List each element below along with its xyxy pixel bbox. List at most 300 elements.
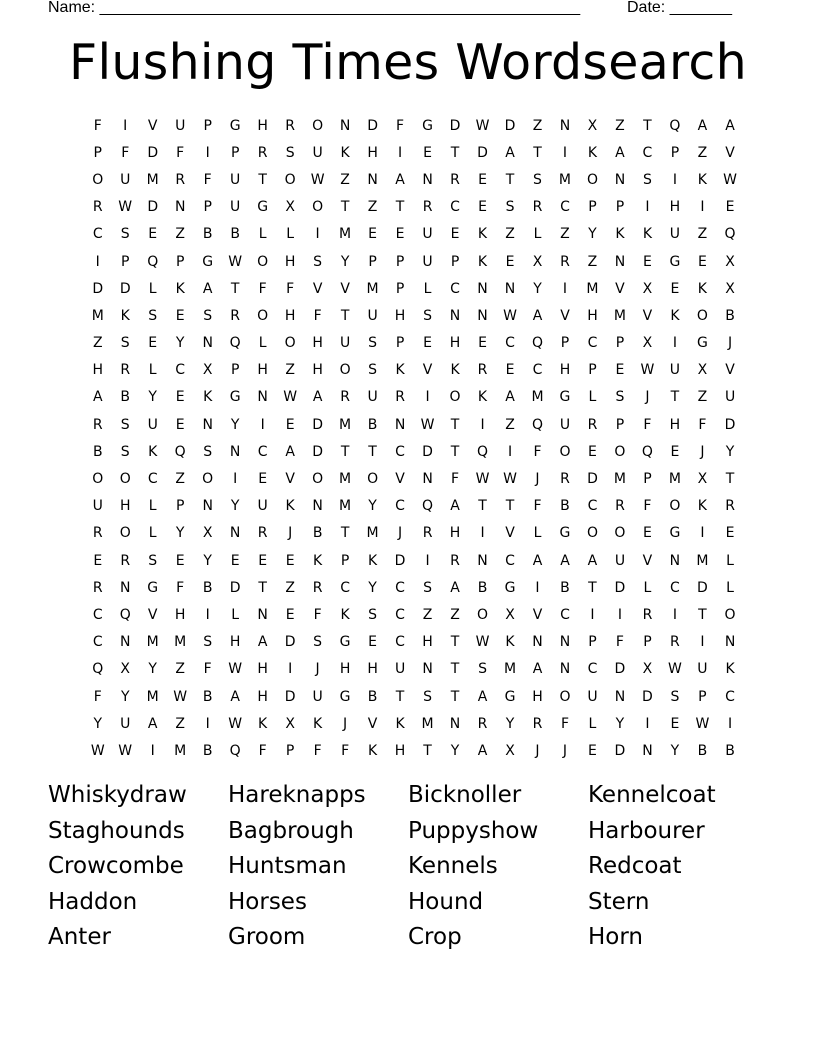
grid-letter[interactable]: F <box>698 416 707 433</box>
grid-letter[interactable]: U <box>669 362 681 379</box>
grid-letter[interactable]: L <box>726 579 734 596</box>
grid-letter[interactable]: O <box>257 307 269 324</box>
grid-letter[interactable]: U <box>394 661 406 678</box>
grid-letter[interactable]: H <box>394 742 406 759</box>
grid-letter[interactable]: H <box>449 525 461 542</box>
grid-letter[interactable]: L <box>423 280 432 297</box>
grid-letter[interactable]: S <box>423 307 432 324</box>
grid-letter[interactable]: N <box>504 280 516 297</box>
grid-letter[interactable]: T <box>340 443 350 460</box>
grid-letter[interactable]: Q <box>92 661 104 678</box>
grid-letter[interactable]: B <box>560 498 570 515</box>
grid-letter[interactable]: R <box>92 416 103 433</box>
grid-letter[interactable]: C <box>395 498 405 515</box>
grid-letter[interactable]: X <box>697 471 708 488</box>
grid-letter[interactable]: N <box>229 525 241 542</box>
grid-letter[interactable]: O <box>312 199 324 216</box>
grid-letter[interactable]: U <box>312 688 323 705</box>
grid-letter[interactable]: P <box>230 144 240 161</box>
grid-letter[interactable]: C <box>92 226 103 243</box>
grid-letter[interactable]: F <box>643 498 652 515</box>
grid-letter[interactable]: O <box>586 171 598 188</box>
grid-letter[interactable]: S <box>368 606 378 623</box>
grid-letter[interactable]: W <box>503 471 517 488</box>
grid-letter[interactable]: J <box>288 525 293 542</box>
grid-letter[interactable]: P <box>230 362 240 379</box>
grid-letter[interactable]: G <box>669 525 681 542</box>
grid-letter[interactable]: G <box>257 199 269 216</box>
grid-letter[interactable]: D <box>312 416 323 433</box>
grid-letter[interactable]: N <box>119 634 131 651</box>
grid-letter[interactable]: I <box>288 661 293 678</box>
grid-letter[interactable]: B <box>202 688 213 705</box>
grid-letter[interactable]: J <box>398 525 403 542</box>
grid-letter[interactable]: R <box>395 389 405 406</box>
grid-letter[interactable]: R <box>587 416 598 433</box>
grid-letter[interactable]: B <box>202 226 213 243</box>
grid-letter[interactable]: X <box>642 661 653 678</box>
grid-letter[interactable]: D <box>367 117 378 134</box>
grid-letter[interactable]: N <box>202 498 213 515</box>
grid-letter[interactable]: V <box>285 471 295 488</box>
grid-letter[interactable]: R <box>230 307 241 324</box>
grid-letter[interactable]: K <box>258 715 268 732</box>
grid-letter[interactable]: R <box>312 579 323 596</box>
grid-letter[interactable]: N <box>422 661 433 678</box>
grid-letter[interactable]: K <box>367 742 378 759</box>
grid-letter[interactable]: S <box>642 171 652 188</box>
grid-letter[interactable]: K <box>203 389 213 406</box>
grid-letter[interactable]: H <box>339 661 351 678</box>
grid-letter[interactable]: Y <box>175 525 185 542</box>
grid-letter[interactable]: R <box>560 471 570 488</box>
grid-letter[interactable]: R <box>615 498 625 515</box>
grid-letter[interactable]: Z <box>587 253 598 270</box>
grid-letter[interactable]: Q <box>641 443 653 460</box>
grid-letter[interactable]: L <box>258 335 267 352</box>
grid-letter[interactable]: V <box>560 307 570 324</box>
grid-letter[interactable]: Q <box>422 498 434 515</box>
grid-letter[interactable]: I <box>123 117 128 134</box>
grid-letter[interactable]: W <box>173 688 188 705</box>
grid-letter[interactable]: F <box>93 117 102 134</box>
grid-letter[interactable]: L <box>533 525 542 542</box>
grid-letter[interactable]: E <box>368 226 378 243</box>
grid-letter[interactable]: K <box>395 362 405 379</box>
grid-letter[interactable]: R <box>670 634 680 651</box>
grid-letter[interactable]: E <box>505 253 515 270</box>
grid-letter[interactable]: I <box>480 525 485 542</box>
grid-letter[interactable]: N <box>229 443 241 460</box>
grid-letter[interactable]: L <box>148 280 157 297</box>
grid-letter[interactable]: D <box>147 144 159 161</box>
grid-letter[interactable]: H <box>284 307 296 324</box>
grid-letter[interactable]: V <box>422 362 433 379</box>
grid-letter[interactable]: N <box>202 335 213 352</box>
grid-letter[interactable]: H <box>92 362 103 379</box>
grid-letter[interactable]: Y <box>670 742 680 759</box>
grid-letter[interactable]: N <box>559 117 571 134</box>
grid-letter[interactable]: H <box>284 253 296 270</box>
grid-letter[interactable]: M <box>531 389 544 406</box>
grid-letter[interactable]: R <box>422 525 433 542</box>
grid-letter[interactable]: D <box>284 634 296 651</box>
grid-letter[interactable]: Q <box>477 443 489 460</box>
grid-letter[interactable]: Q <box>229 335 241 352</box>
grid-letter[interactable]: I <box>315 226 320 243</box>
grid-letter[interactable]: F <box>286 280 295 297</box>
grid-letter[interactable]: N <box>449 715 461 732</box>
name-field-label[interactable]: Name: ______________________________________________________ <box>48 0 581 16</box>
grid-letter[interactable]: V <box>615 280 625 297</box>
grid-letter[interactable]: C <box>587 335 598 352</box>
grid-letter[interactable]: H <box>367 661 378 678</box>
grid-letter[interactable]: I <box>672 606 677 623</box>
date-field-label[interactable]: Date: _______ <box>627 0 732 16</box>
grid-letter[interactable]: Q <box>724 226 736 243</box>
grid-letter[interactable]: S <box>313 253 323 270</box>
grid-letter[interactable]: Q <box>669 117 681 134</box>
grid-letter[interactable]: E <box>258 471 268 488</box>
grid-letter[interactable]: U <box>367 307 378 324</box>
grid-letter[interactable]: R <box>175 171 186 188</box>
grid-letter[interactable]: S <box>533 171 542 188</box>
grid-letter[interactable]: W <box>228 661 243 678</box>
grid-letter[interactable]: O <box>559 688 571 705</box>
grid-letter[interactable]: W <box>695 715 710 732</box>
grid-letter[interactable]: A <box>477 688 488 705</box>
grid-letter[interactable]: U <box>175 117 186 134</box>
grid-letter[interactable]: E <box>643 253 652 270</box>
grid-letter[interactable]: K <box>670 307 680 324</box>
grid-letter[interactable]: O <box>339 362 351 379</box>
grid-letter[interactable]: P <box>121 253 130 270</box>
grid-letter[interactable]: O <box>669 498 681 515</box>
grid-letter[interactable]: R <box>477 715 488 732</box>
grid-letter[interactable]: P <box>615 199 625 216</box>
grid-letter[interactable]: K <box>148 443 158 460</box>
grid-letter[interactable]: T <box>450 634 460 651</box>
grid-letter[interactable]: R <box>92 579 103 596</box>
grid-letter[interactable]: E <box>697 253 707 270</box>
grid-letter[interactable]: K <box>313 715 323 732</box>
grid-letter[interactable]: G <box>669 253 681 270</box>
grid-letter[interactable]: P <box>643 634 652 651</box>
grid-letter[interactable]: U <box>230 199 241 216</box>
grid-letter[interactable]: E <box>175 307 185 324</box>
grid-letter[interactable]: M <box>339 498 352 515</box>
grid-letter[interactable]: O <box>586 525 598 542</box>
grid-letter[interactable]: N <box>477 552 488 569</box>
grid-letter[interactable]: W <box>475 634 490 651</box>
grid-letter[interactable]: P <box>450 253 460 270</box>
grid-letter[interactable]: V <box>147 606 158 623</box>
grid-letter[interactable]: A <box>532 661 543 678</box>
grid-letter[interactable]: Y <box>93 715 103 732</box>
grid-letter[interactable]: Y <box>230 416 240 433</box>
grid-letter[interactable]: K <box>477 389 488 406</box>
grid-letter[interactable]: C <box>340 579 350 596</box>
grid-letter[interactable]: Y <box>175 335 185 352</box>
grid-letter[interactable]: H <box>119 498 131 515</box>
grid-letter[interactable]: P <box>588 199 597 216</box>
grid-letter[interactable]: E <box>175 416 185 433</box>
grid-letter[interactable]: W <box>420 416 435 433</box>
grid-letter[interactable]: S <box>203 443 213 460</box>
grid-letter[interactable]: Z <box>697 144 708 161</box>
grid-letter[interactable]: K <box>615 226 625 243</box>
grid-letter[interactable]: M <box>146 171 159 188</box>
grid-letter[interactable]: Z <box>532 117 543 134</box>
grid-letter[interactable]: X <box>725 280 735 297</box>
grid-letter[interactable]: W <box>310 171 325 188</box>
grid-letter[interactable]: U <box>669 226 681 243</box>
grid-letter[interactable]: P <box>643 471 652 488</box>
grid-letter[interactable]: V <box>642 307 653 324</box>
grid-letter[interactable]: B <box>725 307 735 324</box>
grid-letter[interactable]: B <box>230 226 240 243</box>
grid-letter[interactable]: X <box>285 715 295 732</box>
grid-letter[interactable]: Z <box>450 606 460 623</box>
grid-letter[interactable]: Y <box>615 715 625 732</box>
grid-letter[interactable]: T <box>670 389 680 406</box>
grid-letter[interactable]: D <box>92 280 104 297</box>
grid-letter[interactable]: D <box>284 688 296 705</box>
grid-letter[interactable]: K <box>175 280 185 297</box>
grid-letter[interactable]: N <box>449 307 461 324</box>
grid-letter[interactable]: F <box>258 280 267 297</box>
grid-letter[interactable]: N <box>614 688 626 705</box>
grid-letter[interactable]: U <box>120 171 131 188</box>
grid-letter[interactable]: S <box>368 362 378 379</box>
grid-letter[interactable]: F <box>451 471 460 488</box>
grid-letter[interactable]: M <box>696 552 709 569</box>
grid-letter[interactable]: I <box>672 335 677 352</box>
grid-letter[interactable]: H <box>532 688 543 705</box>
grid-letter[interactable]: Z <box>175 715 185 732</box>
grid-letter[interactable]: I <box>590 606 595 623</box>
grid-letter[interactable]: R <box>340 389 350 406</box>
grid-letter[interactable]: P <box>395 280 405 297</box>
grid-letter[interactable]: P <box>203 117 212 134</box>
grid-letter[interactable]: R <box>120 362 131 379</box>
grid-letter[interactable]: L <box>148 362 157 379</box>
grid-letter[interactable]: H <box>422 634 433 651</box>
grid-letter[interactable]: F <box>203 171 212 188</box>
grid-letter[interactable]: M <box>613 471 626 488</box>
grid-letter[interactable]: B <box>477 579 488 596</box>
grid-letter[interactable]: T <box>533 144 542 161</box>
grid-letter[interactable]: R <box>450 552 460 569</box>
grid-letter[interactable]: I <box>425 552 430 569</box>
grid-letter[interactable]: J <box>315 661 320 678</box>
grid-letter[interactable]: I <box>233 471 238 488</box>
grid-letter[interactable]: E <box>148 335 158 352</box>
grid-letter[interactable]: K <box>587 144 598 161</box>
grid-letter[interactable]: F <box>176 144 185 161</box>
grid-letter[interactable]: O <box>257 253 269 270</box>
grid-letter[interactable]: P <box>285 742 295 759</box>
grid-letter[interactable]: A <box>257 634 268 651</box>
grid-letter[interactable]: T <box>340 199 350 216</box>
grid-letter[interactable]: Z <box>697 226 708 243</box>
grid-letter[interactable]: X <box>285 199 295 216</box>
grid-letter[interactable]: T <box>368 443 377 460</box>
grid-letter[interactable]: S <box>120 226 130 243</box>
grid-letter[interactable]: S <box>423 688 432 705</box>
grid-letter[interactable]: F <box>533 443 542 460</box>
grid-letter[interactable]: C <box>587 661 598 678</box>
grid-letter[interactable]: G <box>202 253 214 270</box>
grid-letter[interactable]: I <box>95 253 100 270</box>
grid-letter[interactable]: M <box>421 715 434 732</box>
grid-letter[interactable]: Z <box>175 226 185 243</box>
grid-letter[interactable]: K <box>505 634 515 651</box>
grid-letter[interactable]: K <box>477 253 488 270</box>
grid-letter[interactable]: L <box>643 579 652 596</box>
grid-letter[interactable]: N <box>312 498 323 515</box>
grid-letter[interactable]: Q <box>147 253 159 270</box>
grid-letter[interactable]: K <box>697 171 707 188</box>
grid-letter[interactable]: P <box>588 634 597 651</box>
grid-letter[interactable]: G <box>229 389 241 406</box>
grid-letter[interactable]: F <box>643 416 652 433</box>
grid-letter[interactable]: A <box>92 389 103 406</box>
grid-letter[interactable]: S <box>148 307 158 324</box>
grid-letter[interactable]: R <box>532 199 543 216</box>
grid-letter[interactable]: Z <box>175 661 185 678</box>
grid-letter[interactable]: D <box>614 742 626 759</box>
grid-letter[interactable]: D <box>312 443 323 460</box>
grid-letter[interactable]: T <box>698 606 707 623</box>
grid-letter[interactable]: J <box>728 335 733 352</box>
grid-letter[interactable]: V <box>505 525 515 542</box>
grid-letter[interactable]: M <box>613 307 626 324</box>
grid-letter[interactable]: F <box>560 715 569 732</box>
grid-letter[interactable]: H <box>669 199 681 216</box>
grid-letter[interactable]: O <box>92 171 104 188</box>
grid-letter[interactable]: V <box>642 552 653 569</box>
grid-letter[interactable]: P <box>203 199 212 216</box>
grid-letter[interactable]: C <box>560 606 570 623</box>
grid-letter[interactable]: Y <box>230 498 240 515</box>
grid-letter[interactable]: G <box>147 579 159 596</box>
grid-letter[interactable]: U <box>230 171 241 188</box>
grid-letter[interactable]: V <box>725 362 735 379</box>
grid-letter[interactable]: U <box>120 715 131 732</box>
grid-letter[interactable]: S <box>203 307 213 324</box>
grid-letter[interactable]: G <box>339 688 351 705</box>
grid-letter[interactable]: B <box>367 416 378 433</box>
grid-letter[interactable]: Q <box>531 416 543 433</box>
grid-letter[interactable]: Z <box>505 226 515 243</box>
grid-letter[interactable]: C <box>92 634 103 651</box>
grid-letter[interactable]: S <box>285 144 295 161</box>
grid-letter[interactable]: T <box>588 579 597 596</box>
grid-letter[interactable]: V <box>147 117 158 134</box>
grid-letter[interactable]: W <box>118 199 133 216</box>
grid-letter[interactable]: L <box>148 525 157 542</box>
grid-letter[interactable]: K <box>642 226 653 243</box>
grid-letter[interactable]: I <box>645 199 650 216</box>
grid-letter[interactable]: V <box>340 280 350 297</box>
grid-letter[interactable]: X <box>642 280 653 297</box>
grid-letter[interactable]: H <box>587 307 598 324</box>
grid-letter[interactable]: Z <box>505 416 515 433</box>
grid-letter[interactable]: Y <box>505 715 515 732</box>
grid-letter[interactable]: E <box>588 443 597 460</box>
grid-letter[interactable]: Y <box>120 688 130 705</box>
grid-letter[interactable]: R <box>92 199 103 216</box>
grid-letter[interactable]: I <box>645 715 650 732</box>
grid-letter[interactable]: I <box>425 389 430 406</box>
grid-letter[interactable]: U <box>312 144 323 161</box>
grid-letter[interactable]: G <box>696 335 708 352</box>
grid-letter[interactable]: O <box>724 606 736 623</box>
grid-letter[interactable]: J <box>645 389 650 406</box>
grid-letter[interactable]: D <box>642 688 653 705</box>
grid-letter[interactable]: E <box>285 606 295 623</box>
grid-letter[interactable]: L <box>231 606 240 623</box>
grid-letter[interactable]: K <box>697 498 707 515</box>
grid-letter[interactable]: I <box>728 715 733 732</box>
grid-letter[interactable]: U <box>339 335 351 352</box>
grid-letter[interactable]: S <box>670 688 680 705</box>
grid-letter[interactable]: N <box>614 253 626 270</box>
grid-letter[interactable]: C <box>725 688 735 705</box>
grid-letter[interactable]: K <box>313 552 323 569</box>
grid-letter[interactable]: O <box>559 443 571 460</box>
grid-letter[interactable]: R <box>532 715 543 732</box>
grid-letter[interactable]: O <box>284 335 296 352</box>
grid-letter[interactable]: H <box>367 144 378 161</box>
grid-letter[interactable]: Q <box>119 606 131 623</box>
grid-letter[interactable]: I <box>617 606 623 623</box>
grid-letter[interactable]: F <box>396 117 405 134</box>
grid-letter[interactable]: W <box>228 253 243 270</box>
grid-letter[interactable]: X <box>505 606 515 623</box>
grid-letter[interactable]: I <box>205 144 210 161</box>
grid-letter[interactable]: F <box>258 742 267 759</box>
grid-letter[interactable]: Y <box>368 498 377 515</box>
grid-letter[interactable]: O <box>614 443 626 460</box>
grid-letter[interactable]: A <box>285 443 295 460</box>
grid-letter[interactable]: W <box>118 742 133 759</box>
grid-letter[interactable]: P <box>175 253 185 270</box>
grid-letter[interactable]: O <box>614 525 626 542</box>
grid-letter[interactable]: X <box>725 253 735 270</box>
grid-letter[interactable]: P <box>340 552 350 569</box>
grid-letter[interactable]: D <box>147 199 159 216</box>
grid-letter[interactable]: N <box>257 606 268 623</box>
grid-letter[interactable]: F <box>203 661 212 678</box>
grid-letter[interactable]: K <box>340 606 350 623</box>
grid-letter[interactable]: W <box>475 117 490 134</box>
grid-letter[interactable]: N <box>174 199 186 216</box>
grid-letter[interactable]: Y <box>340 253 350 270</box>
grid-letter[interactable]: T <box>395 688 405 705</box>
grid-letter[interactable]: T <box>450 443 460 460</box>
grid-letter[interactable]: J <box>535 471 540 488</box>
grid-letter[interactable]: D <box>724 416 736 433</box>
grid-letter[interactable]: C <box>670 579 680 596</box>
grid-letter[interactable]: H <box>559 362 571 379</box>
grid-letter[interactable]: I <box>700 525 705 542</box>
grid-letter[interactable]: D <box>614 661 626 678</box>
grid-letter[interactable]: E <box>368 634 378 651</box>
grid-letter[interactable]: Z <box>560 226 570 243</box>
grid-letter[interactable]: E <box>588 742 597 759</box>
